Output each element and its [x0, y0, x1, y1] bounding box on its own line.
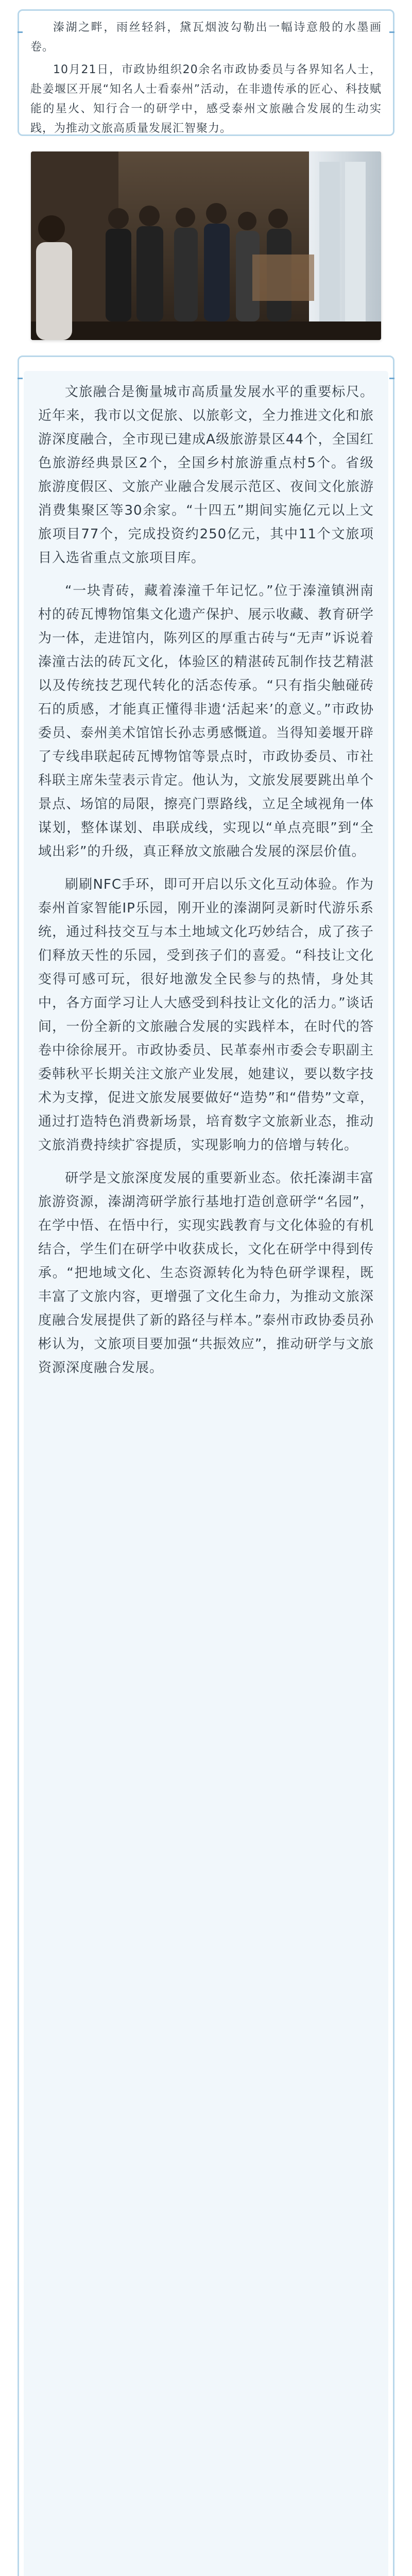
body-paragraph: 研学是文旅深度发展的重要新业态。依托溱湖丰富旅游资源，溱湖湾研学旅行基地打造创意研学“名园”，在学中悟、在悟中行，实现实践教育与文化体验的有机结合，学生们在研学中收获成长，文化在研学中得到传承。“把地域文化、生态资源转化为特色研学课程，既丰富了文旅内容，更增强了文化生命力，为推动文旅深度融合发展提供了新的路径与样本。”泰州市政协委员孙彬认为，文旅项目要加强“共振效应”，推动研学与文旅资源深度融合发展。 [38, 1171, 374, 1376]
frame-tick-left [18, 31, 23, 33]
site-visit-photo [31, 151, 381, 340]
intro-text [19, 11, 393, 146]
body-paragraph: “一块青砖，藏着溱潼千年记忆。”位于溱潼镇洲南村的砖瓦博物馆集文化遗产保护、展示收藏、教育研学为一体，走进馆内，陈列区的厚重古砖与“无声”诉说着溱潼古法的砖瓦文化，体验区的精湛砖瓦制作技艺精湛以及传统技艺现代转化的活态传承。“只有指尖触碰砖石的质感，才能真正懂得非遗‘活起来’的意义。”市政协委员、泰州美术馆馆长孙志勇感慨道。当得知姜堰开辟了专线串联起砖瓦博物馆等景点时，市政协委员、市社科联主席朱莹表示肯定。他认为，文旅发展要跳出单个景点、场馆的局限，擦亮门票路线，立足全域视角一体谋划，整体谋划、串联成线，实现以“单点亮眼”到“全域出彩”的升级，真正释放文旅融合发展的深层价值。 [38, 583, 374, 859]
frame-tick-left [18, 378, 23, 379]
content-card [24, 371, 388, 2576]
body-paragraph: 刷刷NFC手环，即可开启以乐文化互动体验。作为泰州首家智能IP乐园，刚开业的溱湖阿灵新时代游乐系统，通过科技交互与本土地域文化巧妙结合，成了孩子们释放天性的乐园，受到孩子们的喜爱。“科技让文化变得可感可玩，很好地激发全民参与的热情，身处其中，各方面学习让人大感受到科技让文化的活力。”谈话间，一份全新的文旅融合发展的实践样本，在时代的答卷中徐徐展开。市政协委员、民革泰州市委会专职副主委韩秋平长期关注文旅产业发展，她建议，要以数字技术为支撑，促进文旅发展要做好“造势”和“借势”文章，通过打造特色消费新场景，培育数字文旅新业态，推动文旅消费持续扩容提质，实现影响力的倍增与转化。 [38, 877, 374, 1153]
body-paragraph: 文旅融合是衡量城市高质量发展水平的重要标尺。近年来，我市以文促旅、以旅彰文，全力推进文化和旅游深度融合，全市现已建成A级旅游景区44个，全国红色旅游经典景区2个，全国乡村旅游重点村5个。省级旅游度假区、文旅产业融合发展示范区、夜间文化旅游消费集聚区等30余家。“十四五”期间实施亿元以上文旅项目77个，完成投资约250亿元，其中11个文旅项目入选省重点文旅项目库。 [38, 384, 374, 566]
intro-paragraph: 溱湖之畔，雨丝轻斜，黛瓦烟波勾勒出一幅诗意般的水墨画卷。 [30, 21, 382, 54]
intro-frame [18, 9, 394, 136]
frame-tick-right [389, 31, 394, 33]
intro-paragraph: 10月21日，市政协组织20余名市政协委员与各界知名人士，赴姜堰区开展“知名人士看泰州”活动，在非遗传承的匠心、科技赋能的星火、知行合一的研学中，感受泰州文旅融合发展的生动实践，为推动文旅高质量发展汇智聚力。 [30, 63, 382, 135]
site-visit-photo-image [31, 151, 381, 340]
frame-tick-right [389, 378, 394, 379]
